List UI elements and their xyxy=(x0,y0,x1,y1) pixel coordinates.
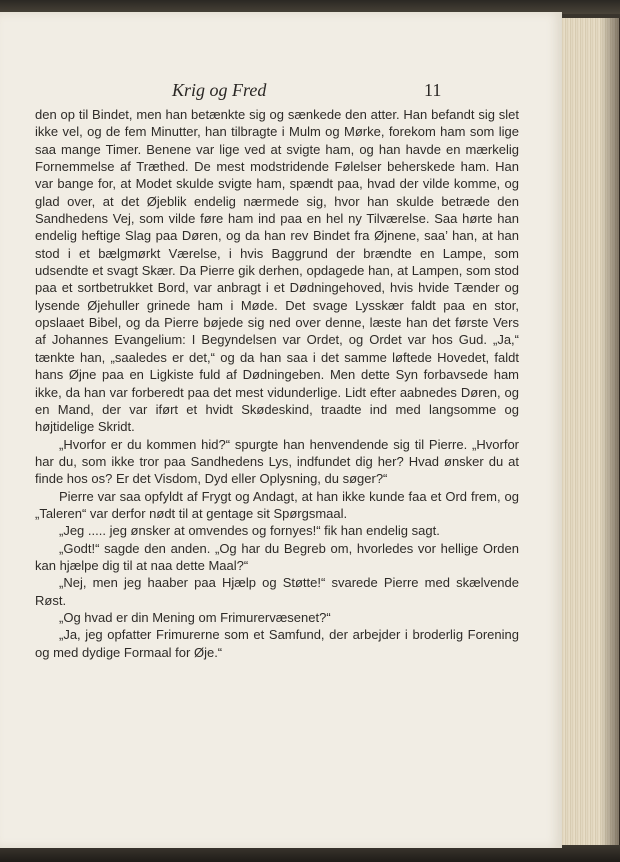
paragraph-6: „Nej, men jeg haaber paa Hjælp og Støtte!“ svarede Pierre med skælvende Røst. xyxy=(35,575,519,608)
paragraph-8: „Ja, jeg opfatter Frimurerne som et Samfund, der arbejder i broderlig Forening og med dydige Formaal for Øje.“ xyxy=(35,627,519,660)
paragraph-2: „Hvorfor er du kommen hid?“ spurgte han henvendende sig til Pierre. „Hvorfor har du, som ikke tror paa Sandhedens Lys, indfundet dig her? Hvad ønsker du at finde hos os? Er det Visdom, Dyd eller Oplysning, du søger?“ xyxy=(35,436,519,487)
paragraph-5: „Godt!“ sagde den anden. „Og har du Begreb om, hvorledes vor hellige Orden kan hjælpe dig til at naa dette Maal?“ xyxy=(35,540,519,573)
body-text xyxy=(35,106,519,661)
paragraph-3: Pierre var saa opfyldt af Frygt og Andagt, at han ikke kunde faa et Ord frem, og „Taleren“ var derfor nødt til at gentage sit Spørgsmaal. xyxy=(35,488,519,521)
paragraph-1: den op til Bindet, men han betænkte sig og sænkede den atter. Han befandt sig slet ikke vel, og de fem Minutter, han tilbragte i Mulm og Mørke, forekom ham som lige saa mange Timer. Benene var lige ved at svigte ham, og han havde en mærkelig Fornemmelse af Træthed. De mest modstridende Følelser beherskede ham. Han var bange for, at Modet skulde svigte ham, spændt paa, hvad der vilde komme, og glad over, at det Øjeblik endelig nærmede sig, hvor han skulde betræde den Sandhedens Vej, som vilde føre ham ind paa en hel ny Tilværelse. Saa hørte han endelig heftige Slag paa Døren, og da han rev Bindet fra Øjnene, saa’ han, at han stod i et bælgmørkt Værelse, i hvis Baggrund der brændte en Lampe, som udsendte et svagt Skær. Da Pierre gik derhen, opdagede han, at Lampen, som stod paa et sortbetrukket Bord, var anbragt i et Dødningehoved, hvis hvide Tænder og lysende Øjehuller grinede ham i Møde. Det svage Lysskær faldt paa en stor, opslaaet Bibel, og da Pierre bøjede sig ned over denne, læste han det første Vers af Johannes Evangelium: I Begyndelsen var Ordet, og Ordet var hos Gud. „Ja,“ tænkte han, „saaledes er det,“ og da han saa i det samme løftede Hovedet, faldt hans Øjne paa en Ligkiste fuld af Dødningeben. Men dette Syn forbavsede ham ikke, da han var forberedt paa det mest vidunderlige. Lidt efter aabnedes Døren, og en Mand, der var iført et hvidt Skødeskind, traadte ind med langsomme og højtidelige Skridt. xyxy=(35,107,519,435)
page-number: 11 xyxy=(424,80,442,100)
page-header xyxy=(0,70,562,98)
paragraph-7: „Og hvad er din Mening om Frimurervæsenet?“ xyxy=(59,609,331,625)
page-stack-shadow xyxy=(600,18,620,850)
running-head: Krig og Fred xyxy=(172,80,267,100)
paragraph-4: „Jeg ..... jeg ønsker at omvendes og fornyes!“ fik han endelig sagt. xyxy=(59,523,440,539)
